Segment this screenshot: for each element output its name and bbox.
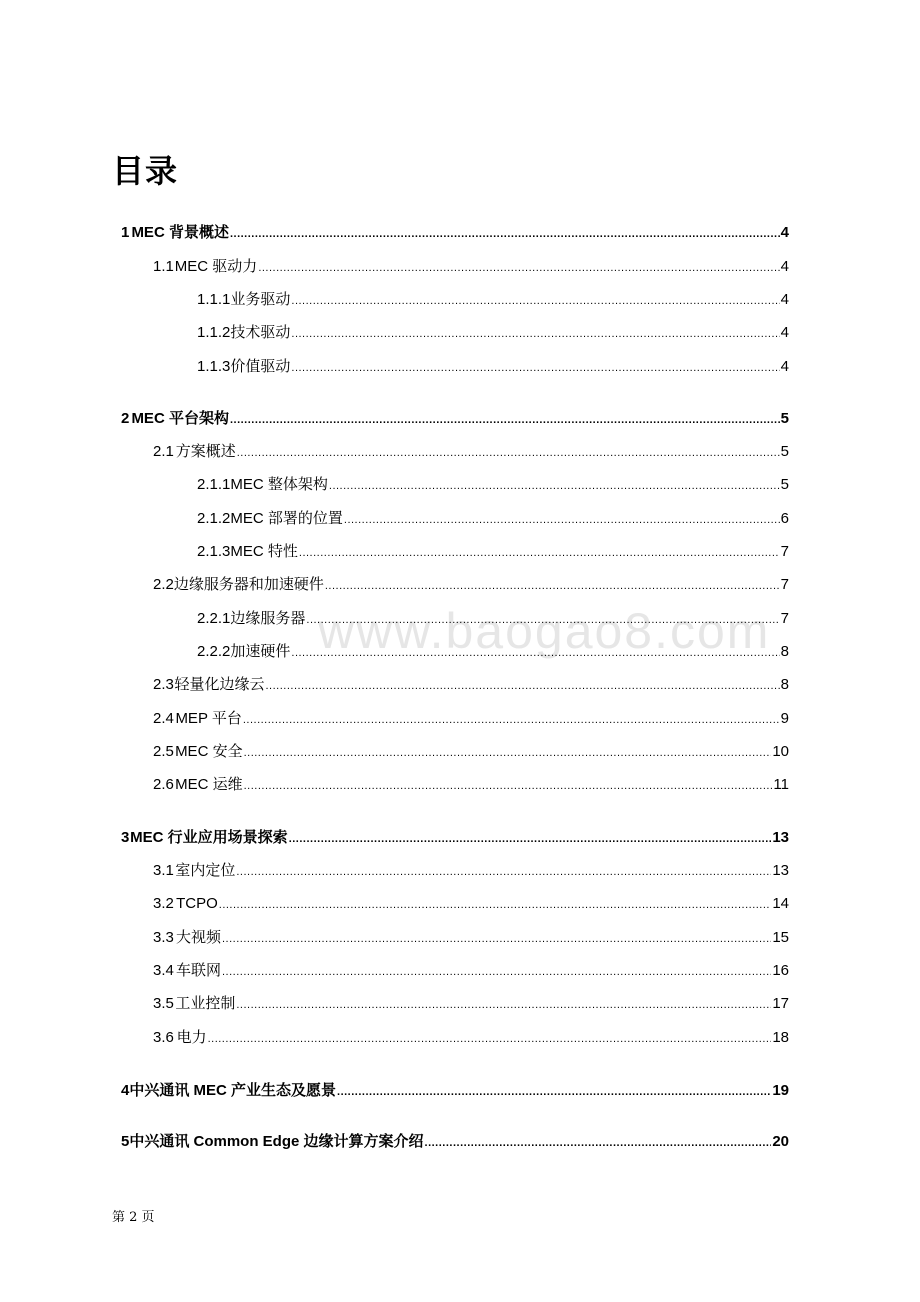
toc-dot-leader bbox=[337, 1081, 771, 1102]
toc-entry-page: 9 bbox=[780, 710, 789, 727]
toc-entry-title: 轻量化边缘云 bbox=[174, 676, 265, 693]
toc-entry-number: 1.1.3 bbox=[197, 358, 231, 375]
toc-entry-title: 加速硬件 bbox=[230, 643, 291, 660]
toc-entry[interactable] bbox=[121, 1131, 789, 1153]
toc-dot-leader bbox=[244, 742, 772, 763]
toc-entry[interactable] bbox=[121, 827, 789, 849]
toc-dot-leader bbox=[244, 775, 773, 796]
toc-entry[interactable] bbox=[197, 356, 789, 378]
toc-entry-title: 室内定位 bbox=[175, 862, 236, 879]
toc-entry-page: 20 bbox=[772, 1133, 789, 1150]
toc-entry-number: 2.3 bbox=[153, 676, 174, 693]
toc-dot-leader bbox=[266, 675, 780, 696]
toc-entry-number: 1.1.2 bbox=[197, 324, 231, 341]
toc-entry-page: 4 bbox=[780, 291, 789, 308]
toc-entry-page: 5 bbox=[780, 476, 789, 493]
toc-entry-page: 7 bbox=[780, 543, 789, 560]
toc-entry[interactable] bbox=[197, 322, 789, 344]
page-footer: 第 2 页 bbox=[112, 1210, 155, 1225]
toc-dot-leader bbox=[230, 409, 780, 430]
toc-dot-leader bbox=[222, 961, 771, 982]
toc-dot-leader bbox=[344, 509, 780, 530]
toc-entry-page: 19 bbox=[772, 1082, 789, 1099]
toc-entry-number: 2 bbox=[121, 410, 130, 427]
toc-dot-leader bbox=[291, 642, 779, 663]
toc-entry-title: MEC 安全 bbox=[175, 743, 243, 760]
toc-entry-number: 3.4 bbox=[153, 962, 174, 979]
toc-entry-page: 4 bbox=[780, 324, 789, 341]
toc-dot-leader bbox=[243, 709, 780, 730]
toc-entry[interactable] bbox=[121, 1080, 789, 1102]
toc-entry[interactable] bbox=[153, 708, 789, 730]
toc-entry-number: 2.6 bbox=[153, 776, 174, 793]
toc-entry-number: 2.1.1 bbox=[197, 476, 231, 493]
toc-entry-title: MEC 运维 bbox=[175, 776, 243, 793]
toc-entry-title: 价值驱动 bbox=[230, 358, 291, 375]
toc-entry-title: 方案概述 bbox=[175, 443, 236, 460]
toc-dot-leader bbox=[230, 223, 780, 244]
toc-entry-title: 中兴通讯 MEC 产业生态及愿景 bbox=[129, 1082, 337, 1099]
toc-entry-title: MEC 特性 bbox=[230, 543, 298, 560]
toc-dot-leader bbox=[258, 257, 779, 278]
toc-entry-number: 5 bbox=[121, 1133, 130, 1150]
toc-dot-leader bbox=[425, 1132, 772, 1153]
toc-entry-number: 2.1.2 bbox=[197, 510, 231, 527]
page-title: 目录 bbox=[112, 152, 179, 190]
toc-entry-page: 8 bbox=[780, 676, 789, 693]
toc-entry-title: TCPO bbox=[176, 895, 218, 912]
toc-entry-title: MEC 部署的位置 bbox=[230, 510, 343, 527]
toc-entry-page: 4 bbox=[780, 258, 789, 275]
toc-entry-number: 2.5 bbox=[153, 743, 174, 760]
toc-entry-title: 中兴通讯 Common Edge 边缘计算方案介绍 bbox=[129, 1133, 424, 1150]
toc-entry-page: 6 bbox=[780, 510, 789, 527]
toc-entry-number: 2.2 bbox=[153, 576, 174, 593]
toc-dot-leader bbox=[236, 994, 771, 1015]
toc-entry-title: 技术驱动 bbox=[230, 324, 291, 341]
toc-dot-leader bbox=[329, 475, 780, 496]
toc-entry-number: 3.5 bbox=[153, 995, 174, 1012]
toc-entry[interactable] bbox=[197, 541, 789, 563]
toc-entry[interactable] bbox=[197, 289, 789, 311]
toc-entry[interactable] bbox=[153, 574, 789, 596]
toc-entry[interactable] bbox=[153, 993, 789, 1015]
toc-entry-page: 14 bbox=[772, 895, 789, 912]
toc-entry-page: 4 bbox=[780, 224, 789, 241]
toc-entry-number: 2.2.2 bbox=[197, 643, 231, 660]
watermark: www.baogao8.com bbox=[318, 603, 771, 659]
toc-entry[interactable] bbox=[197, 508, 789, 530]
toc-entry-page: 17 bbox=[772, 995, 789, 1012]
toc-entry-title: MEC 背景概述 bbox=[131, 224, 229, 241]
toc-entry[interactable] bbox=[153, 1027, 789, 1049]
toc-entry-page: 10 bbox=[772, 743, 789, 760]
toc-entry-title: 车联网 bbox=[175, 962, 221, 979]
toc-dot-leader bbox=[237, 442, 780, 463]
toc-entry[interactable] bbox=[153, 674, 789, 696]
toc-entry-page: 11 bbox=[773, 776, 789, 793]
toc-entry[interactable] bbox=[153, 256, 789, 278]
toc-dot-leader bbox=[325, 575, 780, 596]
toc-entry-title: MEC 驱动力 bbox=[174, 258, 258, 275]
toc-entry-page: 7 bbox=[780, 576, 789, 593]
toc-entry-page: 15 bbox=[772, 929, 789, 946]
toc-dot-leader bbox=[291, 357, 779, 378]
toc-entry-title: 边缘服务器和加速硬件 bbox=[173, 576, 324, 593]
toc-entry-page: 13 bbox=[772, 862, 789, 879]
toc-entry-page: 18 bbox=[772, 1029, 789, 1046]
toc-entry-number: 3.6 bbox=[153, 1029, 174, 1046]
toc-dot-leader bbox=[299, 542, 780, 563]
toc-entry-page: 5 bbox=[780, 410, 789, 427]
toc-entry-number: 1 bbox=[121, 224, 130, 241]
toc-dot-leader bbox=[291, 323, 779, 344]
toc-entry[interactable] bbox=[197, 641, 789, 663]
toc-entry-title: MEC 行业应用场景探索 bbox=[130, 829, 288, 846]
toc-entry-title: 边缘服务器 bbox=[230, 610, 306, 627]
toc-entry-number: 2.1 bbox=[153, 443, 174, 460]
toc-entry[interactable] bbox=[153, 441, 789, 463]
toc-entry-number: 3.3 bbox=[153, 929, 174, 946]
toc-entry-page: 7 bbox=[780, 610, 789, 627]
toc-entry-page: 16 bbox=[772, 962, 789, 979]
toc-dot-leader bbox=[306, 609, 779, 630]
toc-dot-leader bbox=[208, 1028, 772, 1049]
toc-entry-title: MEC 平台架构 bbox=[131, 410, 229, 427]
toc-entry-title: 电力 bbox=[176, 1029, 207, 1046]
toc-entry-number: 2.1.3 bbox=[197, 543, 231, 560]
toc-dot-leader bbox=[219, 894, 772, 915]
toc-entry[interactable] bbox=[121, 408, 789, 430]
toc-entry-number: 1.1 bbox=[153, 258, 174, 275]
toc-entry[interactable] bbox=[197, 474, 789, 496]
toc-entry[interactable] bbox=[197, 608, 789, 630]
toc-entry-title: MEP 平台 bbox=[175, 710, 242, 727]
toc-dot-leader bbox=[291, 290, 779, 311]
toc-entry-number: 2.4 bbox=[153, 710, 174, 727]
toc-entry-title: 工业控制 bbox=[175, 995, 236, 1012]
toc-entry-number: 1.1.1 bbox=[197, 291, 231, 308]
toc-entry[interactable] bbox=[153, 741, 789, 763]
toc-entry-page: 13 bbox=[772, 829, 789, 846]
toc-entry-number: 4 bbox=[121, 1082, 130, 1099]
toc-entry[interactable] bbox=[153, 774, 789, 796]
toc-entry-number: 3.2 bbox=[153, 895, 174, 912]
toc-entry-title: 大视频 bbox=[175, 929, 221, 946]
toc-entry-number: 3.1 bbox=[153, 862, 174, 879]
toc-entry-page: 4 bbox=[780, 358, 789, 375]
toc-entry[interactable] bbox=[153, 893, 789, 915]
toc-dot-leader bbox=[289, 828, 772, 849]
toc-entry[interactable] bbox=[153, 960, 789, 982]
toc-entry-title: MEC 整体架构 bbox=[230, 476, 328, 493]
toc-entry-page: 5 bbox=[780, 443, 789, 460]
toc-dot-leader bbox=[222, 928, 771, 949]
toc-entry[interactable] bbox=[153, 927, 789, 949]
toc-entry-number: 3 bbox=[121, 829, 130, 846]
toc-entry[interactable] bbox=[121, 222, 789, 244]
toc-entry-number: 2.2.1 bbox=[197, 610, 231, 627]
toc-entry-title: 业务驱动 bbox=[230, 291, 291, 308]
toc-dot-leader bbox=[236, 861, 771, 882]
toc-entry-page: 8 bbox=[780, 643, 789, 660]
toc-entry[interactable] bbox=[153, 860, 789, 882]
